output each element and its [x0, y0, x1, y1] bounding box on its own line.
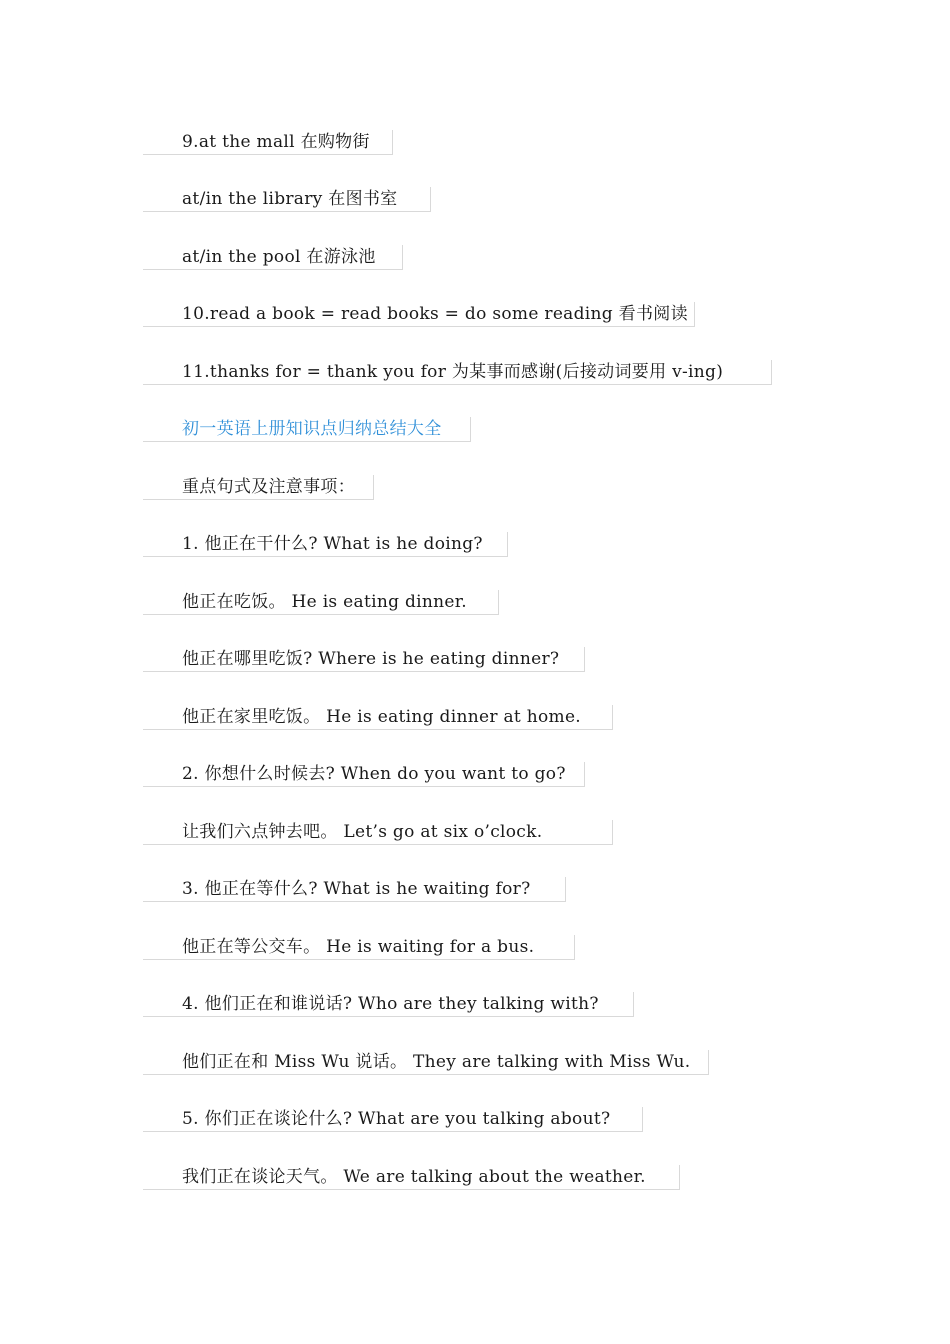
text-line — [143, 187, 431, 212]
text-line — [143, 647, 585, 672]
text-line — [143, 532, 508, 557]
text-line — [143, 992, 634, 1017]
line-text: 他正在吃饭。 He is eating dinner. — [182, 592, 467, 612]
line-text: 2. 你想什么时候去? When do you want to go? — [182, 764, 566, 784]
text-line — [143, 820, 613, 845]
text-line — [143, 302, 695, 327]
line-text: 1. 他正在干什么? What is he doing? — [182, 534, 483, 554]
text-line — [143, 877, 566, 902]
text-line — [143, 1165, 680, 1190]
text-line — [143, 360, 772, 385]
line-text: 10.read a book = read books = do some reading 看书阅读 — [182, 304, 688, 324]
subheading — [143, 475, 374, 500]
text-line — [143, 590, 499, 615]
text-line — [143, 705, 613, 730]
line-text: 我们正在谈论天气。 We are talking about the weather. — [182, 1167, 646, 1187]
text-line — [143, 762, 585, 787]
line-text: 5. 你们正在谈论什么? What are you talking about? — [182, 1109, 611, 1129]
line-text: 他正在等公交车。 He is waiting for a bus. — [182, 937, 535, 957]
line-text: 4. 他们正在和谁说话? Who are they talking with? — [182, 994, 599, 1014]
line-text: 他正在哪里吃饭? Where is he eating dinner? — [182, 649, 560, 669]
line-text: 3. 他正在等什么? What is he waiting for? — [182, 879, 531, 899]
text-line — [143, 935, 575, 960]
line-text: 让我们六点钟去吧。 Let’s go at six o’clock. — [182, 822, 543, 842]
line-text: 重点句式及注意事项： — [182, 477, 355, 497]
text-line — [143, 130, 393, 155]
text-line — [143, 1107, 643, 1132]
text-line — [143, 245, 403, 270]
heading-text: 初一英语上册知识点归纳总结大全 — [182, 419, 442, 439]
text-line — [143, 1050, 709, 1075]
line-text: 11.thanks for = thank you for 为某事而感谢(后接动词要用 v-ing) — [182, 362, 724, 382]
line-text: 他们正在和 Miss Wu 说话。 They are talking with Miss Wu. — [182, 1052, 691, 1072]
line-text: 他正在家里吃饭。 He is eating dinner at home. — [182, 707, 582, 727]
line-text: at/in the pool 在游泳池 — [182, 247, 376, 267]
line-text: at/in the library 在图书室 — [182, 189, 398, 209]
section-heading — [143, 417, 471, 442]
line-text: 9.at the mall 在购物街 — [182, 132, 370, 152]
